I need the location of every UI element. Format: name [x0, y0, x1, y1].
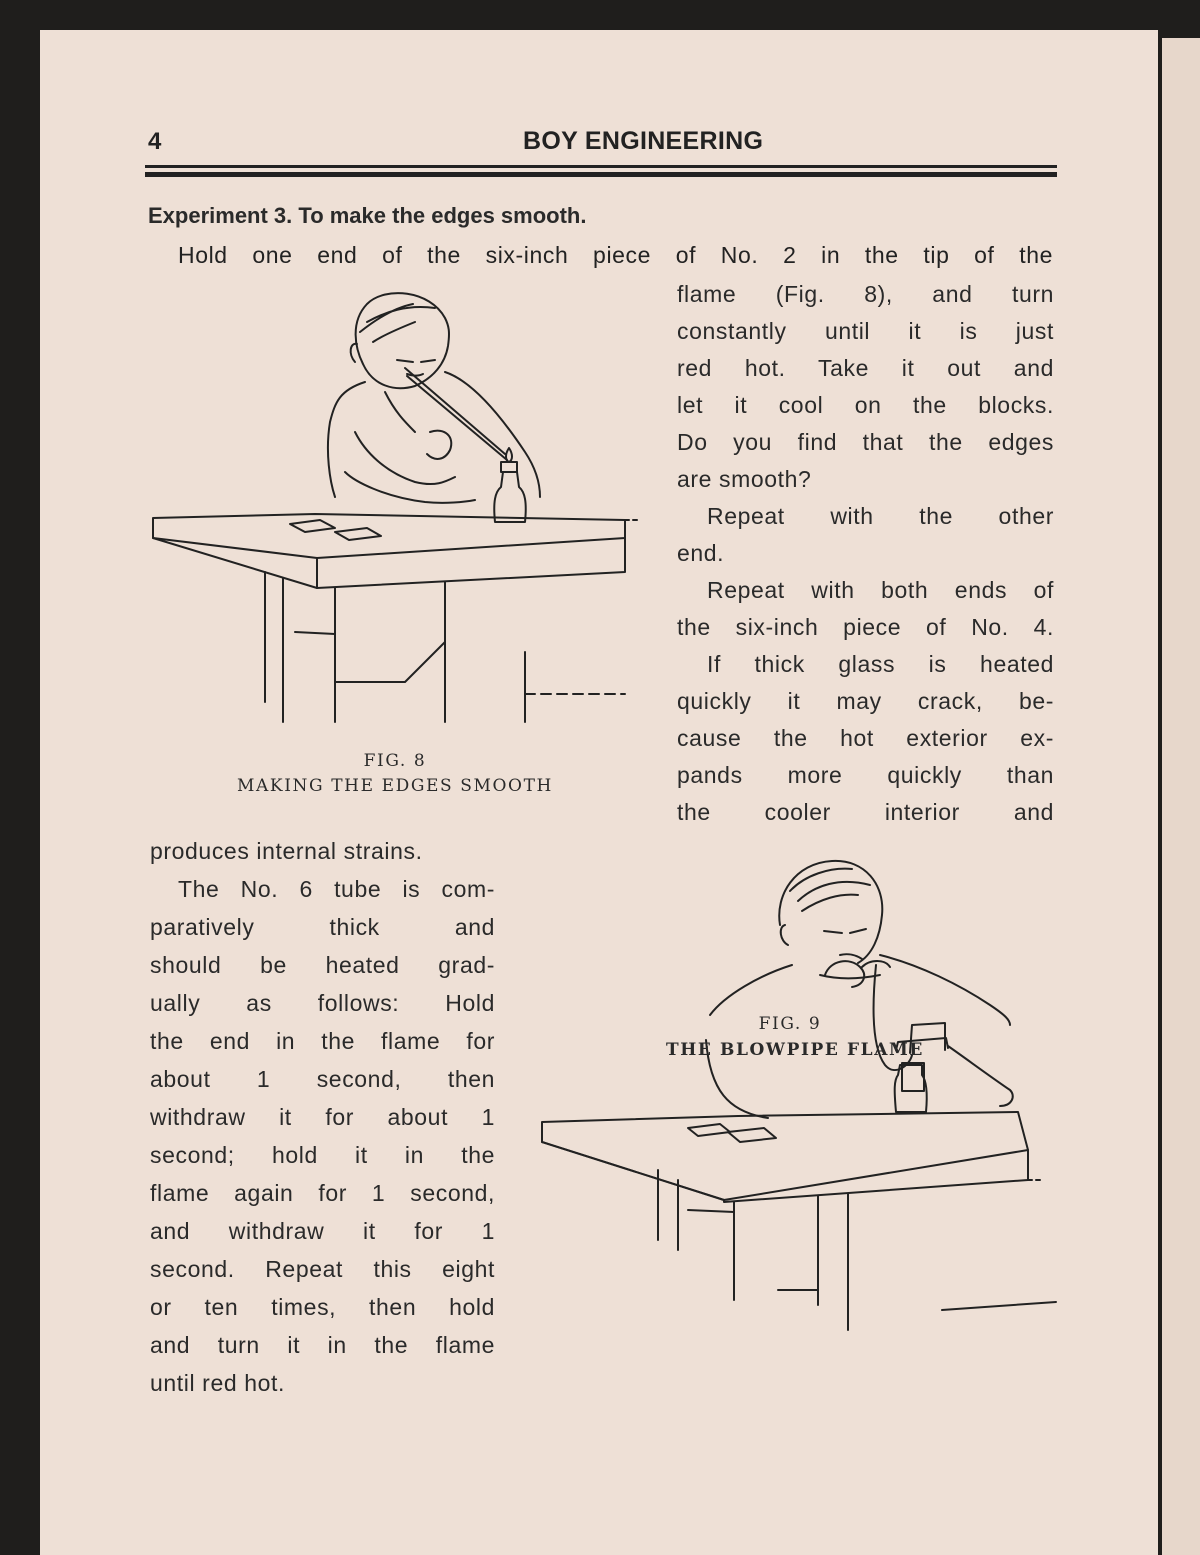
text-line: the cooler interior and: [677, 799, 1054, 825]
intro-line: Hold one end of the six-inch piece of No. 2 in the tip of the: [178, 242, 1053, 268]
text-line: produces internal strains.: [150, 838, 423, 864]
text-line: Repeat with both ends of: [707, 577, 1054, 603]
page-number: 4: [148, 128, 162, 155]
text-line: flame (Fig. 8), and turn: [677, 281, 1054, 307]
text-line: flame again for 1 second,: [150, 1180, 495, 1206]
text-line: second; hold it in the: [150, 1142, 495, 1168]
text-line: Repeat with the other: [707, 503, 1054, 529]
text-line: let it cool on the blocks.: [677, 392, 1054, 418]
text-line: about 1 second, then: [150, 1066, 495, 1092]
fig9-caption: THE BLOWPIPE FLAME: [666, 1040, 924, 1060]
text-line: the end in the flame for: [150, 1028, 495, 1054]
text-line: pands more quickly than: [677, 762, 1054, 788]
text-line: The No. 6 tube is com-: [178, 876, 495, 902]
fig8-illustration: [145, 282, 645, 742]
text-line: second. Repeat this eight: [150, 1256, 495, 1282]
fig8-caption: MAKING THE EDGES SMOOTH: [237, 776, 553, 796]
text-line: and withdraw it for 1: [150, 1218, 495, 1244]
text-line: or ten times, then hold: [150, 1294, 495, 1320]
text-line: should be heated grad-: [150, 952, 495, 978]
text-line: ually as follows: Hold: [150, 990, 495, 1016]
header-rule-thick: [145, 172, 1057, 177]
text-line: constantly until it is just: [677, 318, 1054, 344]
fig9-number: FIG. 9: [758, 1014, 822, 1034]
fig8-number: FIG. 8: [363, 751, 427, 771]
text-line: If thick glass is heated: [707, 651, 1054, 677]
experiment-heading: Experiment 3. To make the edges smooth.: [148, 203, 587, 228]
facing-page-edge: [1162, 38, 1200, 1555]
running-title: BOY ENGINEERING: [523, 127, 764, 155]
text-line: paratively thick and: [150, 914, 495, 940]
text-line: red hot. Take it out and: [677, 355, 1054, 381]
text-line: withdraw it for about 1: [150, 1104, 495, 1130]
text-line: and turn it in the flame: [150, 1332, 495, 1358]
text-line: are smooth?: [677, 466, 812, 492]
left-column-text: [150, 838, 495, 1396]
fig9-bench: [538, 850, 1063, 1340]
text-line: until red hot.: [150, 1370, 285, 1396]
text-line: end.: [677, 540, 725, 566]
text-line: the six-inch piece of No. 4.: [677, 614, 1054, 640]
header-rule: [145, 165, 1057, 168]
right-column-text: [677, 281, 1054, 841]
text-line: quickly it may crack, be-: [677, 688, 1054, 714]
text-line: Do you find that the edges: [677, 429, 1054, 455]
text-line: cause the hot exterior ex-: [677, 725, 1054, 751]
